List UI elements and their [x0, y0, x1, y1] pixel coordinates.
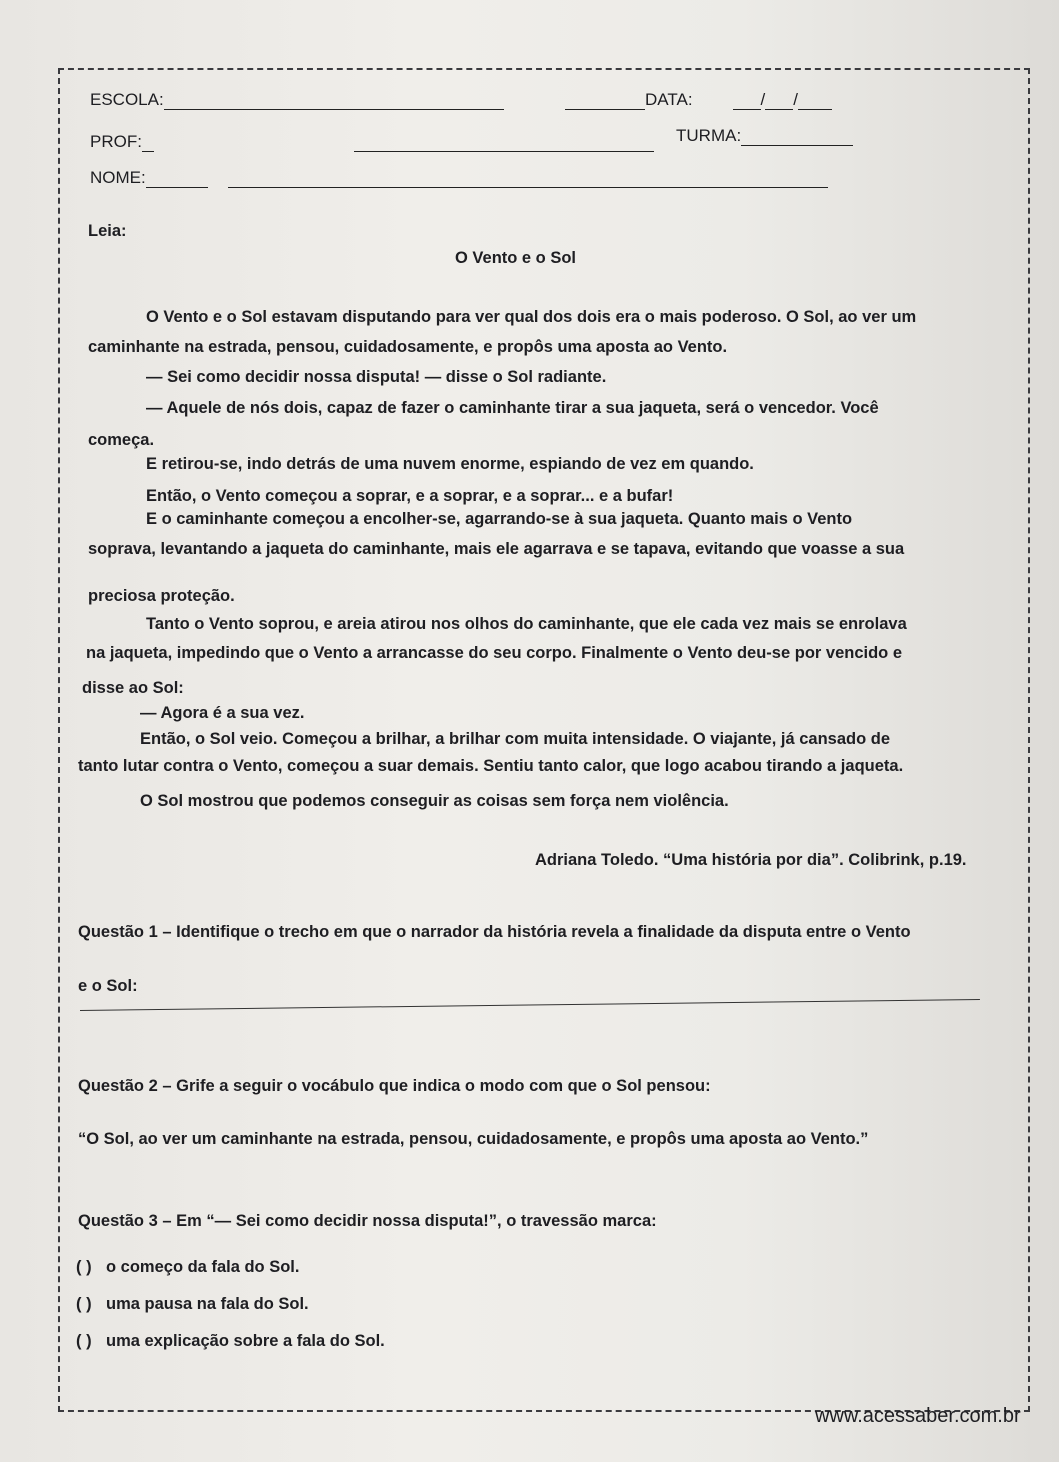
paragraph-line: na jaqueta, impedindo que o Vento a arrancasse do seu corpo. Finalmente o Vento deu-se por vencido e — [86, 644, 903, 662]
paragraph-line: O Vento e o Sol estavam disputando para ver qual dos dois era o mais poderoso. O Sol, ao ver um — [146, 308, 917, 326]
paragraph-line: E retirou-se, indo detrás de uma nuvem enorme, espiando de vez em quando. — [146, 455, 754, 473]
nome-line — [228, 187, 828, 188]
option-3[interactable]: ( ) uma explicação sobre a fala do Sol. — [76, 1332, 385, 1350]
question-1: Questão 1 – Identifique o trecho em que o narrador da história revela a finalidade da disputa entre o Vento — [78, 923, 911, 941]
question-2: Questão 2 – Grife a seguir o vocábulo que indica o modo com que o Sol pensou: — [78, 1077, 711, 1095]
question-1-cont: e o Sol: — [78, 977, 138, 995]
option-checkbox[interactable]: ( ) — [76, 1295, 92, 1313]
intro-label: Leia: — [88, 222, 127, 240]
paragraph-line: caminhante na estrada, pensou, cuidadosamente, e propôs uma aposta ao Vento. — [88, 338, 728, 356]
footer-url[interactable]: www.acessaber.com.br — [815, 1405, 1021, 1427]
paragraph-line: E o caminhante começou a encolher-se, agarrando-se à sua jaqueta. Quanto mais o Vento — [146, 510, 853, 528]
escola-field: ESCOLA: — [90, 90, 504, 110]
option-checkbox[interactable]: ( ) — [76, 1258, 92, 1276]
turma-field: TURMA: — [676, 126, 853, 146]
question-3: Questão 3 – Em “— Sei como decidir nossa disputa!”, o travessão marca: — [78, 1212, 657, 1230]
paragraph-line: tanto lutar contra o Vento, começou a suar demais. Sentiu tanto calor, que logo acabou tirando a jaqueta. — [78, 757, 904, 775]
source-citation: Adriana Toledo. “Uma história por dia”. Colibrink, p.19. — [535, 851, 967, 869]
paragraph-line: Então, o Sol veio. Começou a brilhar, a brilhar com muita intensidade. O viajante, já cansado de — [140, 730, 891, 748]
escola-line — [164, 109, 504, 110]
option-1[interactable]: ( ) o começo da fala do Sol. — [76, 1258, 300, 1276]
paragraph-line: Tanto o Vento soprou, e areia atirou nos olhos do caminhante, que ele cada vez mais se enrolava — [146, 615, 907, 633]
question-2-quote: “O Sol, ao ver um caminhante na estrada, pensou, cuidadosamente, e propôs uma aposta ao Vento.” — [78, 1130, 869, 1148]
paragraph-line: Então, o Vento começou a soprar, e a soprar, e a soprar... e a bufar! — [146, 487, 674, 505]
option-checkbox[interactable]: ( ) — [76, 1332, 92, 1350]
paragraph-line: começa. — [88, 431, 155, 449]
nome-field: NOME: — [90, 168, 828, 188]
prof-line — [354, 151, 654, 152]
paragraph-line: — Sei como decidir nossa disputa! — disse o Sol radiante. — [146, 368, 607, 386]
story-title: O Vento e o Sol — [455, 249, 577, 267]
paragraph-line: disse ao Sol: — [82, 679, 184, 697]
paragraph-line: — Aquele de nós dois, capaz de fazer o caminhante tirar a sua jaqueta, será o vencedor. Você — [146, 399, 879, 417]
data-field: DATA: / / — [565, 90, 832, 110]
paragraph-line: O Sol mostrou que podemos conseguir as coisas sem força nem violência. — [140, 792, 729, 810]
paragraph-line: preciosa proteção. — [88, 587, 235, 605]
option-2[interactable]: ( ) uma pausa na fala do Sol. — [76, 1295, 309, 1313]
paragraph-line: — Agora é a sua vez. — [140, 704, 305, 722]
prof-field: PROF: — [90, 132, 654, 152]
paragraph-line: soprava, levantando a jaqueta do caminhante, mais ele agarrava e se tapava, evitando que voasse a sua — [88, 540, 905, 558]
